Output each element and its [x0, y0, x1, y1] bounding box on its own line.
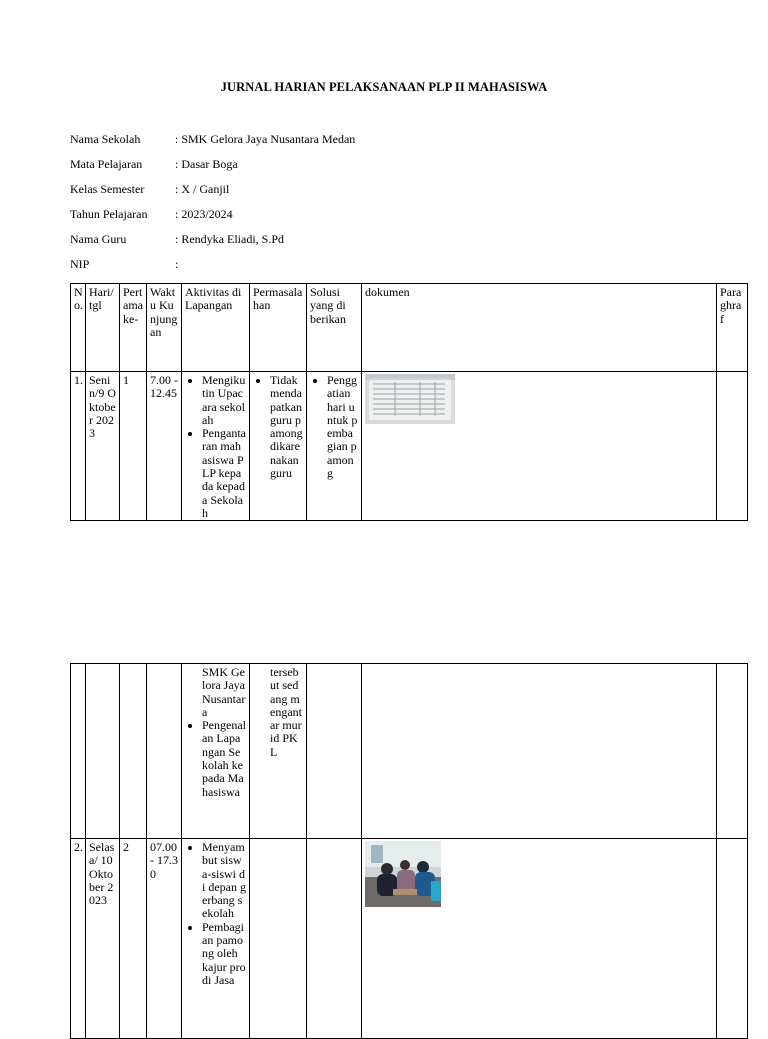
cell-no: 2. [71, 839, 86, 1039]
header-permasalahan: Permasalahan [250, 284, 307, 372]
journal-table-page-2 [70, 663, 748, 1039]
header-dokumen: dokumen [362, 284, 717, 372]
journal-table-page-1 [70, 283, 748, 521]
table-row [71, 372, 748, 521]
info-value: : Dasar Boga [175, 157, 238, 171]
document-photo-attendance-sheet [365, 374, 455, 424]
header-paraf: Paraghraf [717, 284, 748, 372]
cell-paraf [717, 664, 748, 839]
cell-paraf [717, 372, 748, 521]
cell-solusi [307, 372, 362, 521]
document-photo-students [365, 841, 441, 907]
cell-dokumen [362, 839, 717, 1039]
list-item: • Penggatian hari untuk pembagian pamong [327, 374, 358, 480]
cell-hari [86, 664, 120, 839]
cell-no: 1. [71, 372, 86, 521]
cell-hari: Senin/9 Oktober 2023 [86, 372, 120, 521]
list-item: • Pembagian pamong oleh kajur prodi Jasa [202, 921, 246, 987]
header-pertemuan: Pertamake- [120, 284, 147, 372]
list-item: • Mengikutin Upacara sekolah [202, 374, 246, 427]
table-row [71, 839, 748, 1039]
list-item: • Tidak mendapatkan guru pamong dikarenakan guru [270, 374, 303, 480]
info-value: : Rendyka Eliadi, S.Pd [175, 232, 284, 246]
info-value: : X / Ganjil [175, 182, 230, 196]
info-value: : SMK Gelora Jaya Nusantara Medan [175, 132, 356, 146]
cell-waktu: 07.00- 17.30 [147, 839, 182, 1039]
cell-pertemuan: 1 [120, 372, 147, 521]
header-aktivitas: Aktivitas di Lapangan [182, 284, 250, 372]
cell-dokumen [362, 372, 717, 521]
list-item-continuation: SMK Gelora Jaya Nusantara [202, 665, 246, 719]
list-item: • Pengantaran mahasiswa PLP kepada kepada Sekolah [202, 427, 246, 520]
cell-permasalahan [250, 372, 307, 521]
info-value: : [175, 257, 179, 271]
list-item: • Menyambut siswa-siswi di depan gerbang sekolah [202, 841, 246, 921]
info-label: Mata Pelajaran [70, 157, 143, 171]
cell-aktivitas [182, 664, 250, 839]
cell-solusi [307, 839, 362, 1039]
cell-hari: Selasa/ 10 Oktober 2023 [86, 839, 120, 1039]
header-no: No. [71, 284, 86, 372]
info-label: Nama Sekolah [70, 132, 141, 146]
cell-permasalahan [250, 839, 307, 1039]
cell-permasalahan [250, 664, 307, 839]
info-label: Tahun Pelajaran [70, 207, 148, 221]
cell-waktu: 7.00 - 12.45 [147, 372, 182, 521]
cell-aktivitas [182, 372, 250, 521]
cell-aktivitas [182, 839, 250, 1039]
document-title: JURNAL HARIAN PELAKSANAAN PLP II MAHASISWA [220, 80, 548, 94]
info-label: NIP [70, 257, 90, 271]
cell-dokumen [362, 664, 717, 839]
header-hari: Hari/tgl [86, 284, 120, 372]
header-solusi: Solusi yang di berikan [307, 284, 362, 372]
info-label: Nama Guru [70, 232, 127, 246]
info-label: Kelas Semester [70, 182, 145, 196]
cell-waktu [147, 664, 182, 839]
list-item: • Pengenalan Lapangan Sekolah kepada Mahasiswa [202, 719, 246, 799]
cell-pertemuan [120, 664, 147, 839]
header-waktu: Waktu Kunjungan [147, 284, 182, 372]
cell-paraf [717, 839, 748, 1039]
info-value: : 2023/2024 [175, 207, 233, 221]
table-header-row [71, 284, 748, 372]
table-row-continuation [71, 664, 748, 839]
cell-pertemuan: 2 [120, 839, 147, 1039]
list-item-continuation: tersebut sedang mengantar murid PKL [270, 665, 302, 759]
cell-solusi [307, 664, 362, 839]
cell-no [71, 664, 86, 839]
